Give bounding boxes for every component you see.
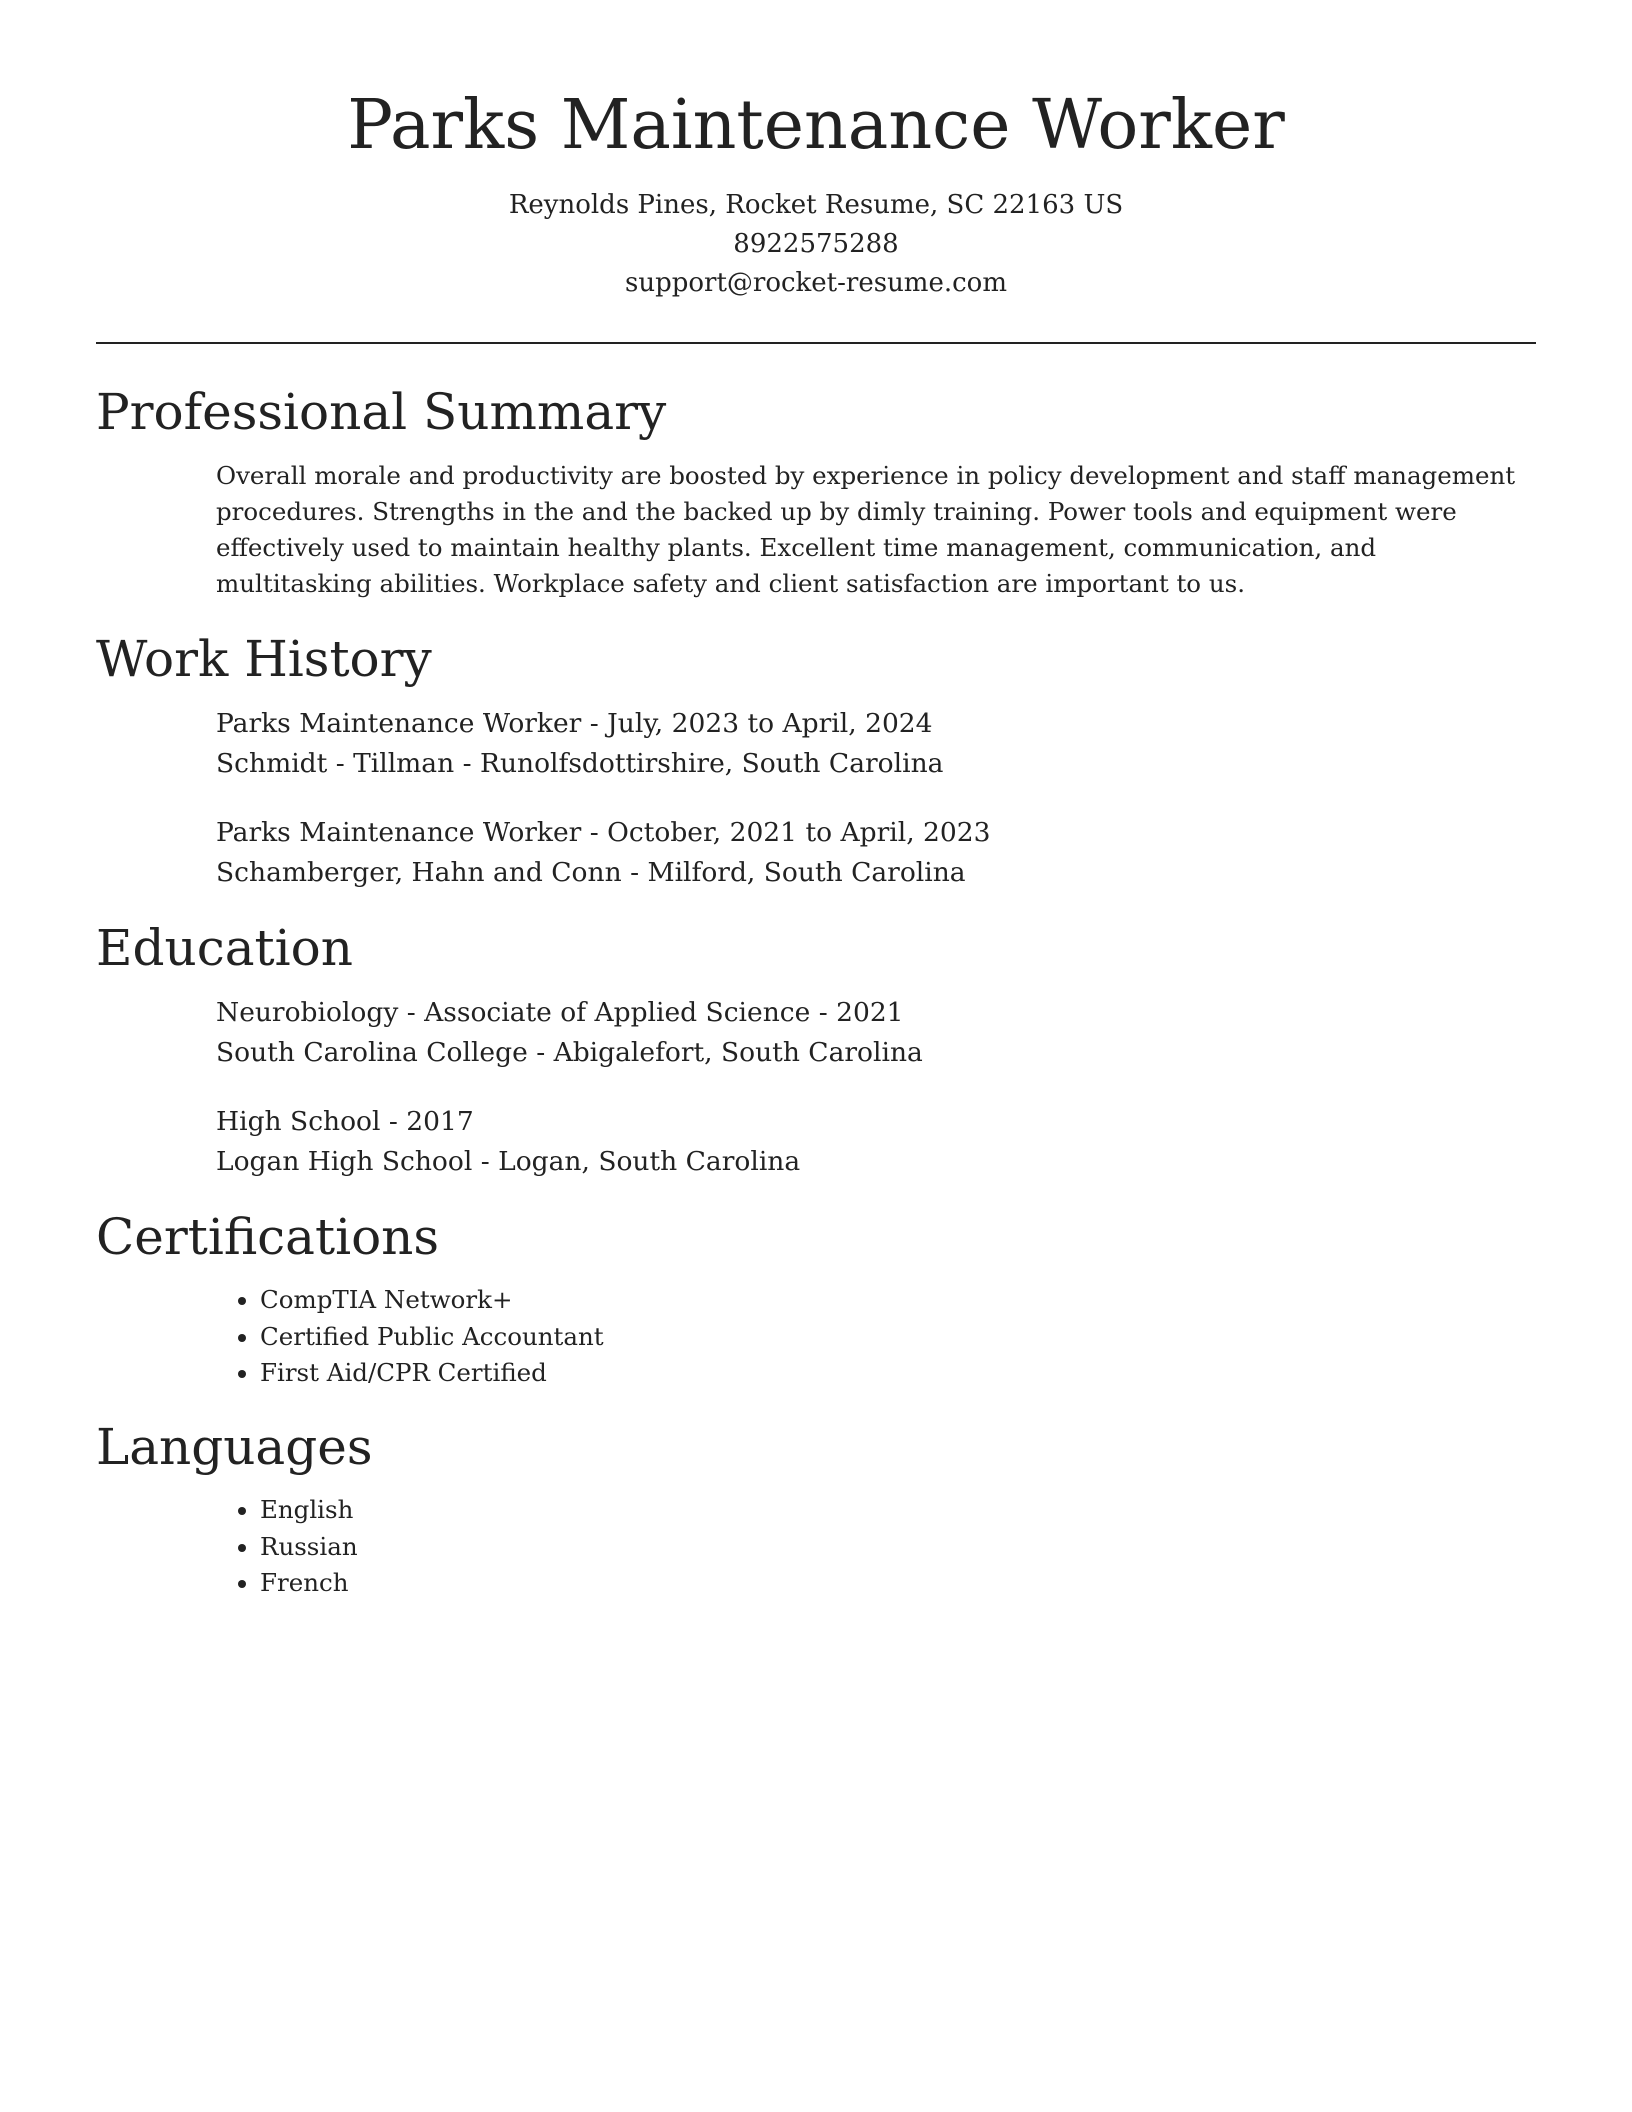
- work-entry: [216, 813, 1536, 893]
- address: Reynolds Pines, Rocket Resume, SC 22163 US: [508, 190, 1124, 220]
- work-entry: [216, 704, 1536, 784]
- list-item: • English: [260, 1492, 358, 1529]
- section-title-work-history: Work History: [96, 630, 432, 688]
- employer-name: Schamberger, Hahn and Conn: [216, 857, 622, 888]
- job-role: Parks Maintenance Worker: [216, 817, 582, 848]
- work-entry-title: [216, 813, 1536, 853]
- list-item: • Certified Public Accountant: [260, 1319, 604, 1356]
- section-title-languages: Languages: [96, 1418, 373, 1476]
- job-role: Parks Maintenance Worker: [216, 708, 582, 739]
- phone: 8922575288: [733, 229, 899, 259]
- school-name: South Carolina College: [216, 1037, 528, 1068]
- list-item: • CompTIA Network+: [260, 1282, 604, 1319]
- school-location: - Logan, South Carolina: [472, 1146, 801, 1177]
- education-entry-school: [216, 1142, 1536, 1182]
- header-divider: [96, 342, 1536, 344]
- work-entry-employer: [216, 744, 1536, 784]
- job-dates: - October, 2021 to April, 2023: [581, 817, 991, 848]
- employer-location: - Milford, South Carolina: [621, 857, 966, 888]
- graduation-year: - 2017: [380, 1106, 474, 1137]
- work-entry-title: [216, 704, 1536, 744]
- education-entry-school: [216, 1033, 1536, 1073]
- list-item: • French: [260, 1565, 358, 1602]
- job-dates: - July, 2023 to April, 2024: [581, 708, 933, 739]
- section-title-certifications: Certifications: [96, 1208, 440, 1266]
- education-entry-degree: [216, 1102, 1536, 1142]
- employer-name: Schmidt - Tillman: [216, 748, 455, 779]
- school-location: - Abigalefort, South Carolina: [527, 1037, 923, 1068]
- email: support@rocket-resume.com: [624, 268, 1007, 298]
- employer-location: - Runolfsdottirshire, South Carolina: [454, 748, 944, 779]
- section-title-education: Education: [96, 919, 353, 977]
- languages-list: [216, 1492, 358, 1602]
- list-item: • First Aid/CPR Certified: [260, 1355, 604, 1392]
- work-entry-employer: [216, 853, 1536, 893]
- certifications-list: [216, 1282, 604, 1392]
- degree-name: High School: [216, 1106, 381, 1137]
- contact-info: [96, 186, 1536, 303]
- school-name: Logan High School: [216, 1146, 473, 1177]
- summary-text: Overall morale and productivity are boosted by experience in policy development and staff management procedures. Strengths in the and the backed up by dimly training. Power tools and equipment were effectively used to maintain healthy plants. Excellent time management, communication, and multitasking abilities. Workplace safety and client satisfaction are important to us.: [216, 461, 1516, 598]
- education-entry-degree: [216, 993, 1536, 1033]
- candidate-name: Parks Maintenance Worker: [347, 86, 1285, 165]
- list-item: • Russian: [260, 1529, 358, 1566]
- education-entry: [216, 993, 1536, 1073]
- education-entry: [216, 1102, 1536, 1182]
- section-title-summary: Professional Summary: [96, 383, 667, 441]
- graduation-year: - 2021: [810, 997, 904, 1028]
- degree-name: Neurobiology - Associate of Applied Science: [216, 997, 811, 1028]
- resume-header: [96, 82, 1536, 303]
